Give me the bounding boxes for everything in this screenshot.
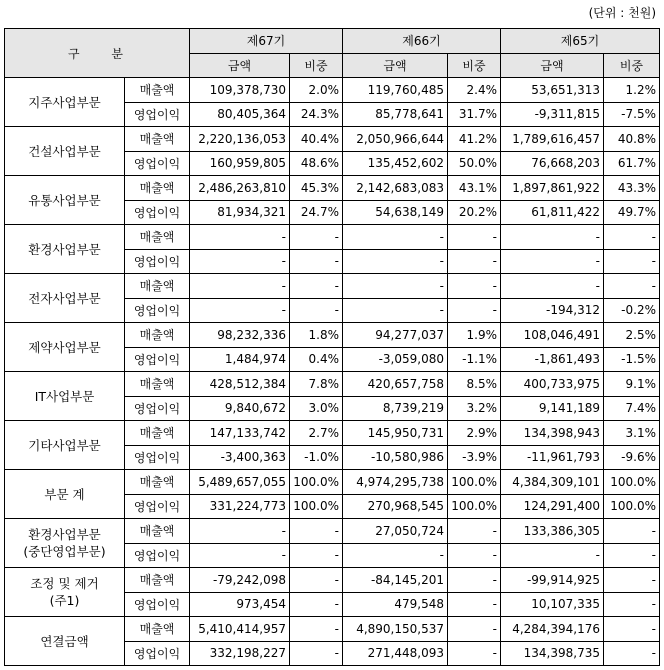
ratio-cell: - (290, 543, 343, 568)
amount-cell: 76,668,203 (501, 151, 604, 176)
ratio-cell: 8.5% (448, 372, 501, 397)
table-row (5, 421, 660, 446)
amount-cell: - (190, 543, 290, 568)
amount-cell: 1,789,616,457 (501, 127, 604, 152)
amount-cell: - (501, 274, 604, 299)
segment-label-line: 지주사업부문 (28, 94, 101, 110)
amount-cell: 2,142,683,083 (343, 176, 448, 201)
ratio-cell: 2.0% (290, 78, 343, 103)
ratio-cell: 40.8% (604, 127, 660, 152)
ratio-cell: 48.6% (290, 151, 343, 176)
ratio-cell: 40.4% (290, 127, 343, 152)
amount-cell: 9,141,189 (501, 396, 604, 421)
amount-cell: 332,198,227 (190, 641, 290, 666)
amount-cell: 135,452,602 (343, 151, 448, 176)
header-amount: 금액 (190, 53, 290, 78)
segment-label-line: 연결금액 (40, 633, 89, 649)
amount-cell: 80,405,364 (190, 102, 290, 127)
amount-cell: - (190, 249, 290, 274)
ratio-cell: 100.0% (604, 470, 660, 495)
table-row (5, 225, 660, 250)
segment-label (5, 617, 125, 666)
ratio-cell: - (604, 617, 660, 642)
amount-cell: 1,897,861,922 (501, 176, 604, 201)
amount-cell: 973,454 (190, 592, 290, 617)
segment-label-line: IT사업부문 (34, 388, 95, 404)
ratio-cell: -9.6% (604, 445, 660, 470)
segment-label (5, 519, 125, 568)
header-ratio: 비중 (448, 53, 501, 78)
amount-cell: 134,398,943 (501, 421, 604, 446)
ratio-cell: 7.4% (604, 396, 660, 421)
metric-label: 매출액 (125, 519, 190, 544)
segment-label-line: 부문 계 (44, 486, 85, 502)
segment-label (5, 225, 125, 274)
amount-cell: -1,861,493 (501, 347, 604, 372)
metric-label: 매출액 (125, 225, 190, 250)
amount-cell: 98,232,336 (190, 323, 290, 348)
amount-cell: - (190, 298, 290, 323)
metric-label: 영업이익 (125, 641, 190, 666)
ratio-cell: 2.9% (448, 421, 501, 446)
ratio-cell: -0.2% (604, 298, 660, 323)
ratio-cell: 1.8% (290, 323, 343, 348)
amount-cell: -10,580,986 (343, 445, 448, 470)
amount-cell: 134,398,735 (501, 641, 604, 666)
ratio-cell: 100.0% (290, 470, 343, 495)
amount-cell: - (343, 249, 448, 274)
segment-label-line: 전자사업부문 (28, 290, 101, 306)
segment-label (5, 127, 125, 176)
header-period-66: 제66기 (343, 29, 501, 54)
segment-label-line: (중단영업부문) (23, 544, 106, 559)
segment-label-line: 환경사업부문 (28, 527, 101, 542)
amount-cell: 85,778,641 (343, 102, 448, 127)
table-row (5, 372, 660, 397)
ratio-cell: - (604, 519, 660, 544)
amount-cell: 331,224,773 (190, 494, 290, 519)
ratio-cell: - (448, 641, 501, 666)
amount-cell: 54,638,149 (343, 200, 448, 225)
ratio-cell: -3.9% (448, 445, 501, 470)
amount-cell: 10,107,335 (501, 592, 604, 617)
amount-cell: -79,242,098 (190, 568, 290, 593)
amount-cell: 2,220,136,053 (190, 127, 290, 152)
ratio-cell: - (290, 249, 343, 274)
ratio-cell: 24.3% (290, 102, 343, 127)
ratio-cell: 1.2% (604, 78, 660, 103)
ratio-cell: -1.1% (448, 347, 501, 372)
amount-cell: 124,291,400 (501, 494, 604, 519)
amount-cell: -3,059,080 (343, 347, 448, 372)
segment-label-line: 제약사업부문 (28, 339, 101, 355)
amount-cell: 160,959,805 (190, 151, 290, 176)
ratio-cell: 49.7% (604, 200, 660, 225)
header-ratio: 비중 (290, 53, 343, 78)
ratio-cell: - (448, 568, 501, 593)
metric-label: 영업이익 (125, 445, 190, 470)
amount-cell: 2,050,966,644 (343, 127, 448, 152)
amount-cell: - (343, 225, 448, 250)
amount-cell: 4,974,295,738 (343, 470, 448, 495)
ratio-cell: 3.1% (604, 421, 660, 446)
amount-cell: - (190, 274, 290, 299)
segment-label-line: (주1) (49, 593, 80, 608)
ratio-cell: 100.0% (604, 494, 660, 519)
metric-label: 영업이익 (125, 494, 190, 519)
metric-label: 영업이익 (125, 543, 190, 568)
ratio-cell: - (290, 519, 343, 544)
metric-label: 영업이익 (125, 249, 190, 274)
table-row (5, 568, 660, 593)
metric-label: 매출액 (125, 127, 190, 152)
ratio-cell: - (290, 225, 343, 250)
amount-cell: -99,914,925 (501, 568, 604, 593)
amount-cell: - (190, 225, 290, 250)
header-period-65: 제65기 (501, 29, 660, 54)
amount-cell: 81,934,321 (190, 200, 290, 225)
amount-cell: - (343, 298, 448, 323)
metric-label: 영업이익 (125, 347, 190, 372)
amount-cell: -3,400,363 (190, 445, 290, 470)
amount-cell: 2,486,263,810 (190, 176, 290, 201)
unit-note: (단위 : 천원) (588, 6, 656, 20)
table-row (5, 617, 660, 642)
ratio-cell: 50.0% (448, 151, 501, 176)
amount-cell: 53,651,313 (501, 78, 604, 103)
ratio-cell: - (448, 274, 501, 299)
amount-cell: 27,050,724 (343, 519, 448, 544)
table-row (5, 274, 660, 299)
amount-cell: - (501, 249, 604, 274)
segment-label-line: 건설사업부문 (28, 143, 101, 159)
metric-label: 매출액 (125, 617, 190, 642)
ratio-cell: - (604, 225, 660, 250)
table-row (5, 176, 660, 201)
segment-label-line: 기타사업부문 (28, 437, 101, 453)
amount-cell: 400,733,975 (501, 372, 604, 397)
ratio-cell: 1.9% (448, 323, 501, 348)
amount-cell: -9,311,815 (501, 102, 604, 127)
amount-cell: 8,739,219 (343, 396, 448, 421)
table-body (5, 78, 660, 666)
amount-cell: 94,277,037 (343, 323, 448, 348)
segment-label (5, 470, 125, 519)
segment-label (5, 176, 125, 225)
amount-cell: 109,378,730 (190, 78, 290, 103)
metric-label: 영업이익 (125, 396, 190, 421)
amount-cell: 271,448,093 (343, 641, 448, 666)
segment-label-line: 조정 및 제거 (30, 576, 99, 591)
ratio-cell: - (290, 617, 343, 642)
metric-label: 영업이익 (125, 592, 190, 617)
ratio-cell: 2.5% (604, 323, 660, 348)
amount-cell: 145,950,731 (343, 421, 448, 446)
ratio-cell: 100.0% (448, 494, 501, 519)
header-amount: 금액 (343, 53, 448, 78)
ratio-cell: - (448, 543, 501, 568)
table-row (5, 470, 660, 495)
ratio-cell: - (604, 249, 660, 274)
ratio-cell: 3.2% (448, 396, 501, 421)
header-amount: 금액 (501, 53, 604, 78)
ratio-cell: 45.3% (290, 176, 343, 201)
ratio-cell: 43.1% (448, 176, 501, 201)
ratio-cell: - (448, 298, 501, 323)
amount-cell: -84,145,201 (343, 568, 448, 593)
ratio-cell: 7.8% (290, 372, 343, 397)
ratio-cell: 3.0% (290, 396, 343, 421)
amount-cell: 1,484,974 (190, 347, 290, 372)
ratio-cell: - (448, 519, 501, 544)
ratio-cell: - (290, 641, 343, 666)
amount-cell: 5,489,657,055 (190, 470, 290, 495)
amount-cell: 9,840,672 (190, 396, 290, 421)
metric-label: 매출액 (125, 323, 190, 348)
segment-label (5, 323, 125, 372)
amount-cell: 61,811,422 (501, 200, 604, 225)
amount-cell: 147,133,742 (190, 421, 290, 446)
ratio-cell: 31.7% (448, 102, 501, 127)
ratio-cell: - (290, 274, 343, 299)
ratio-cell: 61.7% (604, 151, 660, 176)
amount-cell: 428,512,384 (190, 372, 290, 397)
ratio-cell: 0.4% (290, 347, 343, 372)
ratio-cell: 20.2% (448, 200, 501, 225)
segment-label-line: 유통사업부문 (28, 192, 101, 208)
segment-financial-table (4, 28, 660, 666)
amount-cell: 119,760,485 (343, 78, 448, 103)
metric-label: 영업이익 (125, 102, 190, 127)
metric-label: 매출액 (125, 568, 190, 593)
amount-cell: 5,410,414,957 (190, 617, 290, 642)
header-gubun: 구 분 (5, 29, 190, 78)
ratio-cell: 100.0% (448, 470, 501, 495)
ratio-cell: - (604, 568, 660, 593)
metric-label: 매출액 (125, 274, 190, 299)
ratio-cell: - (448, 617, 501, 642)
ratio-cell: 2.4% (448, 78, 501, 103)
table-row (5, 323, 660, 348)
ratio-cell: - (448, 225, 501, 250)
ratio-cell: - (448, 592, 501, 617)
amount-cell: 420,657,758 (343, 372, 448, 397)
header-period-67: 제67기 (190, 29, 343, 54)
amount-cell: 4,284,394,176 (501, 617, 604, 642)
ratio-cell: -1.0% (290, 445, 343, 470)
segment-label-line: 환경사업부문 (28, 241, 101, 257)
amount-cell: 4,384,309,101 (501, 470, 604, 495)
ratio-cell: 9.1% (604, 372, 660, 397)
header-ratio: 비중 (604, 53, 660, 78)
table-row (5, 519, 660, 544)
ratio-cell: -7.5% (604, 102, 660, 127)
ratio-cell: - (604, 543, 660, 568)
metric-label: 매출액 (125, 176, 190, 201)
table-row (5, 78, 660, 103)
amount-cell: - (190, 519, 290, 544)
table-row (5, 127, 660, 152)
amount-cell: 108,046,491 (501, 323, 604, 348)
ratio-cell: 24.7% (290, 200, 343, 225)
ratio-cell: - (604, 592, 660, 617)
segment-label (5, 568, 125, 617)
amount-cell: 270,968,545 (343, 494, 448, 519)
header-row-periods (5, 29, 660, 54)
ratio-cell: -1.5% (604, 347, 660, 372)
amount-cell: 479,548 (343, 592, 448, 617)
ratio-cell: - (604, 274, 660, 299)
ratio-cell: 2.7% (290, 421, 343, 446)
ratio-cell: - (290, 568, 343, 593)
amount-cell: -11,961,793 (501, 445, 604, 470)
metric-label: 매출액 (125, 421, 190, 446)
segment-label (5, 78, 125, 127)
amount-cell: - (343, 543, 448, 568)
metric-label: 매출액 (125, 470, 190, 495)
metric-label: 매출액 (125, 78, 190, 103)
amount-cell: - (343, 274, 448, 299)
ratio-cell: 43.3% (604, 176, 660, 201)
amount-cell: -194,312 (501, 298, 604, 323)
ratio-cell: 100.0% (290, 494, 343, 519)
metric-label: 영업이익 (125, 151, 190, 176)
metric-label: 매출액 (125, 372, 190, 397)
metric-label: 영업이익 (125, 200, 190, 225)
ratio-cell: - (290, 298, 343, 323)
metric-label: 영업이익 (125, 298, 190, 323)
segment-label (5, 421, 125, 470)
amount-cell: - (501, 543, 604, 568)
ratio-cell: - (290, 592, 343, 617)
ratio-cell: 41.2% (448, 127, 501, 152)
ratio-cell: - (604, 641, 660, 666)
amount-cell: 4,890,150,537 (343, 617, 448, 642)
amount-cell: 133,386,305 (501, 519, 604, 544)
segment-label (5, 274, 125, 323)
segment-label (5, 372, 125, 421)
amount-cell: - (501, 225, 604, 250)
ratio-cell: - (448, 249, 501, 274)
